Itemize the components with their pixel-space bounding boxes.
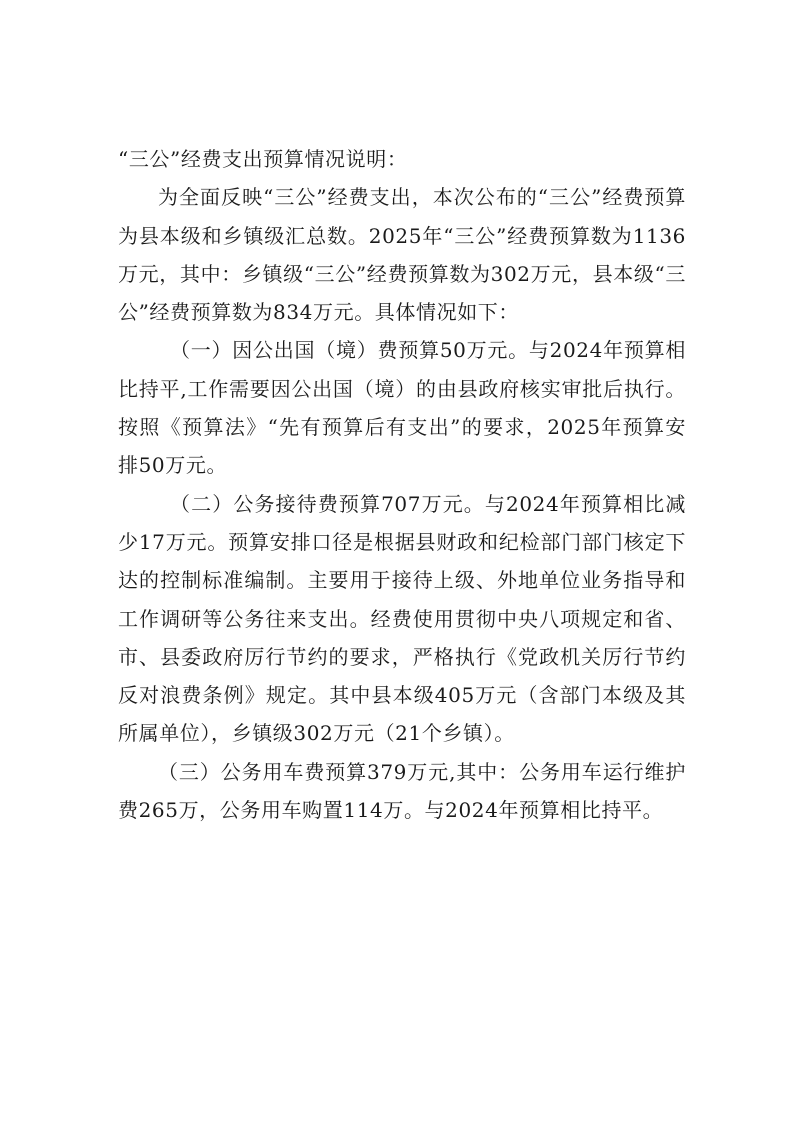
official-vehicle-paragraph: （三）公务用车费预算379万元,其中：公务用车运行维护费265万，公务用车购置114万。与2024年预算相比持平。	[118, 759, 686, 823]
document-body	[118, 140, 686, 829]
overseas-travel-paragraph: （一）因公出国（境）费预算50万元。与2024年预算相比持平,工作需要因公出国（境）的由县政府核实审批后执行。按照《预算法》“先有预算后有支出”的要求，2025年预算安排50万元。	[118, 338, 686, 478]
official-reception-paragraph: （二）公务接待费预算707万元。与2024年预算相比减少17万元。预算安排口径是根据县财政和纪检部门部门核定下达的控制标准编制。主要用于接待上级、外地单位业务指导和工作调研等公务往来支出。经费使用贯彻中央八项规定和省、市、县委政府厉行节约的要求，严格执行《党政机关厉行节约反对浪费条例》规定。其中县本级405万元（含部门本级及其所属单位），乡镇级302万元（21个乡镇）。	[118, 491, 686, 746]
intro-paragraph: 为全面反映“三公”经费支出，本次公布的“三公”经费预算为县本级和乡镇级汇总数。2025年“三公”经费预算数为1136万元，其中：乡镇级“三公”经费预算数为302万元，县本级“三公”经费预算数为834万元。具体情况如下：	[118, 185, 686, 325]
section-heading: “三公”经费支出预算情况说明：	[118, 147, 408, 171]
